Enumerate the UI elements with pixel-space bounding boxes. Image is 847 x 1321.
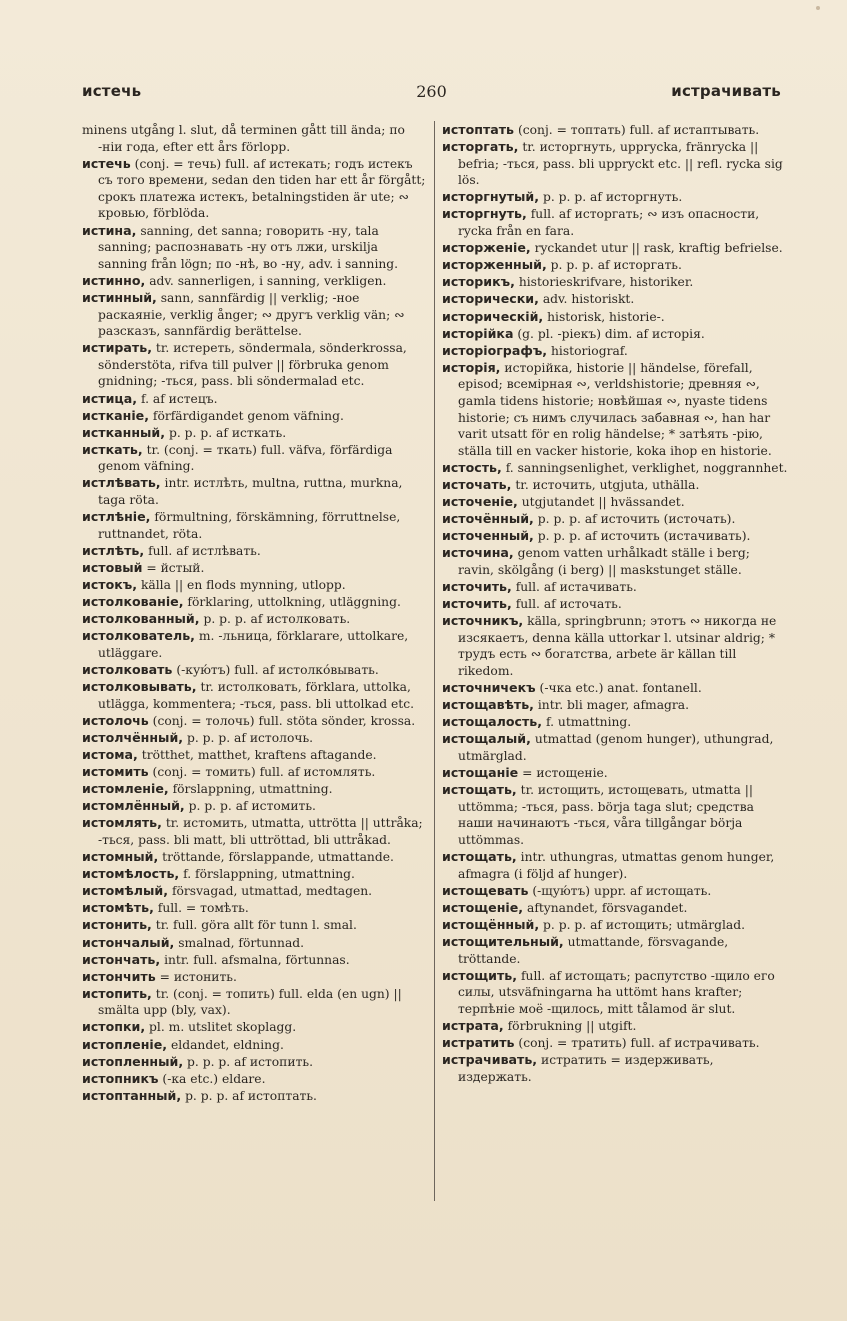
dictionary-entry: [82, 1019, 429, 1036]
dictionary-entry: [82, 798, 429, 815]
entry-headword: истопки,: [82, 1019, 146, 1035]
entry-headword: истомлять,: [82, 815, 162, 831]
dictionary-entry: [82, 917, 429, 934]
entry-definition: p. p. p. af истопить.: [187, 1054, 313, 1069]
dictionary-entry: [442, 360, 789, 460]
entry-definition: f. utmattning.: [545, 715, 632, 730]
entry-headword: исторженный,: [442, 257, 547, 273]
entry-definition: förfärdigandet genom väfning.: [152, 408, 344, 423]
dictionary-entry: [82, 594, 429, 611]
entry-headword: истопить,: [82, 985, 152, 1001]
entry-definition: p. p. p. af исторгнуть.: [542, 190, 683, 205]
paper-spot: [816, 6, 820, 10]
dictionary-entry: [442, 189, 789, 206]
entry-definition: utmattad (genom hunger), uthungrad, utmärglad.: [458, 732, 774, 763]
entry-definition: (-ка etc.) eldare.: [162, 1071, 266, 1086]
entry-headword: истовый: [82, 559, 143, 575]
dictionary-entry: [442, 528, 789, 545]
entry-headword: истонить,: [82, 917, 152, 933]
entry-headword: исторгнутый,: [442, 189, 540, 205]
dictionary-entry: [442, 934, 789, 967]
right-column: [442, 122, 789, 1086]
header-first-word: истечь: [82, 82, 142, 100]
dictionary-entry: [442, 579, 789, 596]
left-column: [82, 122, 429, 1105]
entry-definition: p. p. p. af исткать.: [168, 425, 287, 440]
entry-headword: истокъ,: [82, 577, 138, 593]
entry-headword: источникъ,: [442, 613, 524, 629]
entry-headword: истопленный,: [82, 1053, 184, 1069]
entry-definition: tr. full. göra allt för tunn l. smal.: [155, 918, 357, 933]
entry-headword: истканный,: [82, 424, 166, 440]
entry-headword: истрата,: [442, 1017, 504, 1033]
dictionary-entry: [442, 257, 789, 274]
entry-definition: p. p. p. af истощить; utmärglad.: [543, 917, 746, 932]
dictionary-entry: [82, 849, 429, 866]
entry-definition: förslappning, utmattning.: [172, 782, 333, 797]
entry-definition: utgjutandet || hvässandet.: [521, 495, 685, 510]
dictionary-entry: [82, 408, 429, 425]
entry-headword: истица,: [82, 390, 138, 406]
dictionary-entry: [442, 697, 789, 714]
entry-headword: истончать,: [82, 951, 161, 967]
dictionary-entry: [82, 425, 429, 442]
entry-definition: = йстый.: [146, 560, 205, 575]
entry-headword: истратить: [442, 1035, 515, 1051]
dictionary-entry: [82, 815, 429, 848]
dictionary-entry: [442, 714, 789, 731]
dictionary-entry: [82, 577, 429, 594]
dictionary-entry: [82, 1054, 429, 1071]
entry-headword: истолкованiе,: [82, 594, 184, 610]
entry-headword: источённый,: [442, 511, 534, 527]
entry-headword: истлѣвать,: [82, 475, 161, 491]
entry-definition: historiograf.: [550, 343, 628, 358]
entry-definition: sann, sannfärdig || verklig; -ное раскаянiе, verklig ånger; ∾ другъ verklig vän; ∾ разсказъ, sannfärdig berättelse.: [98, 290, 405, 339]
dictionary-entry: [82, 628, 429, 661]
entry-headword: истощанiе: [442, 765, 519, 781]
entry-headword: исторгать,: [442, 139, 519, 155]
entry-definition: p. p. p. af источить (истачивать).: [537, 529, 751, 544]
dictionary-entry: [82, 662, 429, 679]
entry-definition: full. af истлѣвать.: [148, 543, 261, 558]
entry-headword: источить,: [442, 579, 512, 595]
dictionary-entry: [442, 494, 789, 511]
entry-headword: истомить: [82, 764, 149, 780]
dictionary-entry: [82, 935, 429, 952]
dictionary-entry: [82, 1088, 429, 1105]
entry-definition: (-чка etc.) anat. fontanell.: [539, 681, 702, 696]
dictionary-entry: [82, 273, 429, 290]
entry-headword: источать,: [442, 476, 512, 492]
entry-headword: истощать,: [442, 849, 517, 865]
entry-definition: förklaring, uttolkning, utläggning.: [187, 595, 401, 610]
entry-headword: истощённый,: [442, 916, 540, 932]
entry-definition: tr. истомить, utmatta, uttrötta || uttråka; -ться, pass. bli matt, bli uttröttad, bli uttråkad.: [98, 816, 423, 847]
entry-definition: intr. bli mager, afmagra.: [537, 698, 690, 713]
entry-definition: tr. истереть, söndermala, sönderkrossa, sönderstöta, rifva till pulver || förbruka genom gnidning; -ться, pass. bli söndermalad etc.: [98, 341, 407, 389]
entry-headword: истолкованный,: [82, 611, 200, 627]
entry-definition: = истонить.: [159, 969, 237, 984]
entry-headword: истолчённый,: [82, 729, 184, 745]
dictionary-entry: [82, 543, 429, 560]
entry-headword: истрачивать,: [442, 1052, 538, 1068]
entry-definition: intr. uthungras, utmattas genom hunger, afmagra (i följd af hunger).: [458, 850, 775, 881]
dictionary-entry: [442, 309, 789, 326]
entry-headword: истоптанный,: [82, 1087, 182, 1103]
entry-definition: källa, springbrunn; этотъ ∾ никогда не изсякаетъ, denna källa uttorkar l. utsinar aldrig; * трудъ есть ∾ богатства, arbete är källan till rikedom.: [458, 614, 777, 678]
entry-definition: förmultning, förskämning, förruttnelse, ruttnandet, röta.: [98, 510, 401, 541]
dictionary-entry: [82, 747, 429, 764]
dictionary-entry: [442, 849, 789, 882]
entry-definition: p. p. p. af истолковать.: [203, 612, 351, 627]
entry-headword: историческiй,: [442, 308, 544, 324]
header-last-word: истрачивать: [671, 82, 781, 100]
dictionary-entry: [442, 343, 789, 360]
entry-definition: tr. истолковать, förklara, uttolka, utlägga, kommentera; -ться, pass. bli uttolkad etc.: [98, 680, 414, 711]
dictionary-entry: [442, 917, 789, 934]
dictionary-entry: [82, 883, 429, 900]
entry-definition: full. af источать.: [515, 597, 622, 612]
entry-headword: истость,: [442, 459, 502, 475]
entry-headword: истина,: [82, 222, 137, 238]
dictionary-entry: [442, 545, 789, 578]
entry-definition: sanning, det sanna; говорить -ну, tala sanning; распознавать -ну отъ лжи, urskilja sanning från lögn; по -нѣ, во -ну, adv. i sanning.: [98, 223, 399, 271]
entry-definition: p. p. p. af исторгать.: [550, 258, 682, 273]
entry-definition: adv. historiskt.: [542, 292, 635, 307]
page-header: [82, 82, 781, 110]
dictionary-entry: [82, 611, 429, 628]
entry-definition: smalnad, förtunnad.: [178, 935, 305, 950]
dictionary-entry: [442, 274, 789, 291]
entry-definition: aftynandet, försvagandet.: [526, 900, 688, 915]
dictionary-entry: [82, 442, 429, 475]
dictionary-entry: [442, 240, 789, 257]
entry-headword: исторiя,: [442, 359, 501, 375]
entry-headword: истлѣть,: [82, 542, 145, 558]
page-number: 260: [416, 82, 447, 101]
entry-headword: истинно,: [82, 272, 146, 288]
entry-definition: full. af истощать; распутство -щило его силы, utsväfningarna ha uttömt hans krafter; терпѣнiе моё -щилось, mitt tålamod är slut.: [458, 968, 775, 1016]
dictionary-entry: [442, 596, 789, 613]
entry-headword: исткать,: [82, 441, 143, 457]
dictionary-entry: [82, 1071, 429, 1088]
entry-definition: försvagad, utmattad, medtagen.: [171, 884, 373, 899]
dictionary-entry: [442, 883, 789, 900]
entry-headword: истощить,: [442, 967, 518, 983]
entry-definition: intr. истлѣть, multna, ruttna, murkna, taga röta.: [98, 476, 403, 508]
dictionary-entry: [442, 1052, 789, 1085]
dictionary-entry: [82, 713, 429, 730]
entry-definition: historisk, historie-.: [547, 309, 665, 324]
entry-headword: истончалый,: [82, 934, 175, 950]
entry-headword: истоптать: [442, 122, 515, 137]
dictionary-entry: [82, 900, 429, 917]
dictionary-entry: [442, 765, 789, 782]
dictionary-entry: [82, 730, 429, 747]
entry-headword: истощавѣть,: [442, 697, 534, 713]
dictionary-entry: [82, 223, 429, 273]
entry-headword: истканiе,: [82, 407, 149, 423]
dictionary-entry: [442, 291, 789, 308]
entry-headword: истощенiе,: [442, 899, 524, 915]
dictionary-entry: [82, 781, 429, 798]
entry-headword: истомлённый,: [82, 798, 185, 814]
dictionary-entry: [82, 156, 429, 222]
entry-definition: p. p. p. af истоптать.: [185, 1088, 317, 1103]
dictionary-entry: [82, 679, 429, 712]
dictionary-entry: [442, 460, 789, 477]
dictionary-entry: [82, 969, 429, 986]
entry-headword: истинный,: [82, 289, 157, 305]
dictionary-entry: [442, 1035, 789, 1052]
entry-headword: истолкователь,: [82, 628, 195, 644]
entry-definition: f. af истецъ.: [140, 391, 218, 406]
dictionary-entry: [442, 900, 789, 917]
entry-headword: истомѣлость,: [82, 866, 180, 882]
dictionary-entry: [82, 391, 429, 408]
entry-definition: (g. pl. -рiекъ) dim. af исторiя.: [517, 326, 705, 341]
dictionary-entry: [442, 206, 789, 239]
dictionary-entry: [82, 764, 429, 781]
dictionary-entry: [82, 290, 429, 340]
entry-definition: minens utgång l. slut, då terminen gått till ända; по -нiи года, efter ett års förlopp.: [82, 123, 405, 154]
entry-definition: tr. исторгнуть, upprycka, fränrycka || befria; -ться, pass. bli uppryckt etc. || refl. rycka sig lös.: [458, 140, 783, 188]
entry-definition: tr. источить, utgjuta, uthälla.: [515, 477, 700, 492]
entry-definition: p. p. p. af истолочь.: [186, 730, 314, 745]
entry-definition: historieskrifvare, historiker.: [518, 275, 694, 290]
entry-headword: истощать,: [442, 782, 517, 798]
entry-headword: истомѣлый,: [82, 883, 169, 899]
dictionary-entry: [82, 122, 429, 155]
entry-headword: истопленiе,: [82, 1036, 168, 1052]
entry-definition: adv. sannerligen, i sanning, verkligen.: [149, 273, 387, 288]
dictionary-entry: [82, 866, 429, 883]
entry-definition: tr. (conj. = ткать) full. väfva, förfärdiga genom väfning.: [98, 442, 393, 474]
entry-definition: (-щую́тъ) uppr. af истощать.: [532, 883, 712, 898]
entry-definition: tröttande, förslappande, utmattande.: [162, 850, 394, 865]
dictionary-entry: [442, 511, 789, 528]
entry-definition: m. -льница, förklarare, uttolkare, utläggare.: [98, 629, 409, 660]
entry-definition: = истощенiе.: [522, 766, 608, 781]
entry-headword: исторiографъ,: [442, 342, 548, 358]
dictionary-entry: [82, 340, 429, 390]
entry-definition: f. sanningsenlighet, verklighet, noggrannhet.: [505, 460, 788, 475]
dictionary-entry: [442, 122, 789, 139]
entry-headword: историкъ,: [442, 274, 515, 290]
dictionary-entry: [442, 477, 789, 494]
dictionary-entry: [82, 560, 429, 577]
dictionary-entry: [82, 475, 429, 508]
entry-headword: источить,: [442, 596, 512, 612]
entry-definition: p. p. p. af источить (источать).: [537, 512, 736, 527]
dictionary-entry: [82, 509, 429, 542]
entry-headword: источина,: [442, 545, 514, 561]
entry-headword: истома,: [82, 746, 138, 762]
entry-headword: истолковать: [82, 662, 173, 677]
dictionary-entry: [442, 680, 789, 697]
entry-headword: истомленiе,: [82, 781, 169, 797]
entry-headword: исторженiе,: [442, 240, 531, 256]
entry-definition: full. af исторгать; ∾ изъ опасности, rycka från en fara.: [458, 207, 760, 239]
entry-headword: истомѣть,: [82, 900, 154, 916]
entry-headword: истощевать: [442, 882, 529, 898]
entry-definition: källa || en flods mynning, utlopp.: [140, 578, 346, 593]
entry-headword: истолковывать,: [82, 679, 197, 695]
dictionary-entry: [442, 968, 789, 1018]
entry-definition: p. p. p. af истомить.: [188, 799, 316, 814]
entry-definition: full. = томѣть.: [157, 901, 249, 916]
entry-definition: genom vatten urhålkadt ställe i berg; ravin, skölgång (i berg) || maskstunget ställe.: [458, 546, 750, 577]
entry-headword: истолочь: [82, 712, 149, 728]
entry-definition: (conj. = толочь) full. stöta sönder, krossa.: [152, 713, 416, 728]
entry-definition: tr. (conj. = топить) full. elda (en ugn) || smälta upp (bly, vax).: [98, 986, 402, 1018]
entry-definition: (conj. = топтать) full. af истаптывать.: [517, 123, 760, 137]
dictionary-entry: [82, 1037, 429, 1054]
dictionary-entry: [442, 613, 789, 679]
entry-headword: истощалый,: [442, 731, 531, 747]
entry-headword: исторiйка: [442, 325, 514, 341]
entry-headword: истощалость,: [442, 714, 543, 730]
dictionary-entry: [82, 952, 429, 969]
entry-definition: full. af истачивать.: [515, 580, 637, 595]
entry-headword: истончить: [82, 968, 156, 984]
dictionary-entry: [442, 1018, 789, 1035]
column-divider: [434, 121, 435, 1201]
entry-headword: истечь: [82, 155, 131, 171]
entry-definition: (conj. = течь) full. af истекать; годъ истекъ съ того времени, sedan den tiden har ett år förgått; срокъ платежа истекъ, betalningstiden är ute; ∾ кровью, förblöda.: [98, 156, 426, 221]
entry-definition: истратить = издерживать, издержать.: [458, 1053, 714, 1084]
entry-headword: источничекъ: [442, 680, 536, 696]
entry-definition: pl. m. utslitet skoplagg.: [149, 1020, 297, 1035]
entry-definition: tr. истощить, истощевать, utmatta || uttömma; -ться, pass. börja taga slut; средства наши начинаютъ -ться, våra tillgångar börja uttömmas.: [458, 783, 754, 847]
dictionary-entry: [442, 139, 789, 189]
entry-headword: истопникъ: [82, 1070, 159, 1086]
entry-definition: f. förslappning, utmattning.: [183, 867, 355, 882]
entry-definition: (-кую́тъ) full. af истолко́вывать.: [176, 663, 379, 677]
dictionary-entry: [442, 782, 789, 848]
entry-headword: исторически,: [442, 291, 539, 307]
entry-definition: trötthet, matthet, kraftens aftagande.: [141, 747, 377, 762]
entry-headword: источенiе,: [442, 494, 518, 510]
entry-headword: исторгнуть,: [442, 206, 527, 222]
entry-headword: истирать,: [82, 340, 152, 356]
entry-definition: eldandet, eldning.: [170, 1037, 284, 1052]
entry-definition: исторiйка, historie || händelse, förefall, episod; всемiрная ∾, verldshistorie; древняя ∾, gamla tidens historie; новѣйшая ∾, nyaste tidens historie; съ нимъ случилась забавная ∾, han har varit utsatt för en rolig händelse; * затѣять -рiю, ställa till en vacker historie, koka ihop en historie.: [458, 360, 772, 458]
entry-definition: (conj. = томить) full. af истомлять.: [152, 765, 376, 780]
entry-headword: истлѣнiе,: [82, 509, 151, 525]
entry-definition: intr. full. afsmalna, förtunnas.: [164, 952, 350, 967]
entry-headword: истощительный,: [442, 934, 564, 949]
entry-definition: utmattande, försvagande, tröttande.: [458, 935, 729, 966]
entry-definition: ryckandet utur || rask, kraftig befrielse.: [534, 241, 783, 256]
entry-definition: förbrukning || utgift.: [507, 1018, 637, 1033]
entry-headword: источенный,: [442, 528, 534, 544]
dictionary-entry: [442, 326, 789, 343]
entry-headword: истомный,: [82, 849, 159, 865]
dictionary-entry: [82, 986, 429, 1019]
entry-definition: (conj. = тратить) full. af истрачивать.: [518, 1036, 760, 1051]
dictionary-entry: [442, 731, 789, 764]
